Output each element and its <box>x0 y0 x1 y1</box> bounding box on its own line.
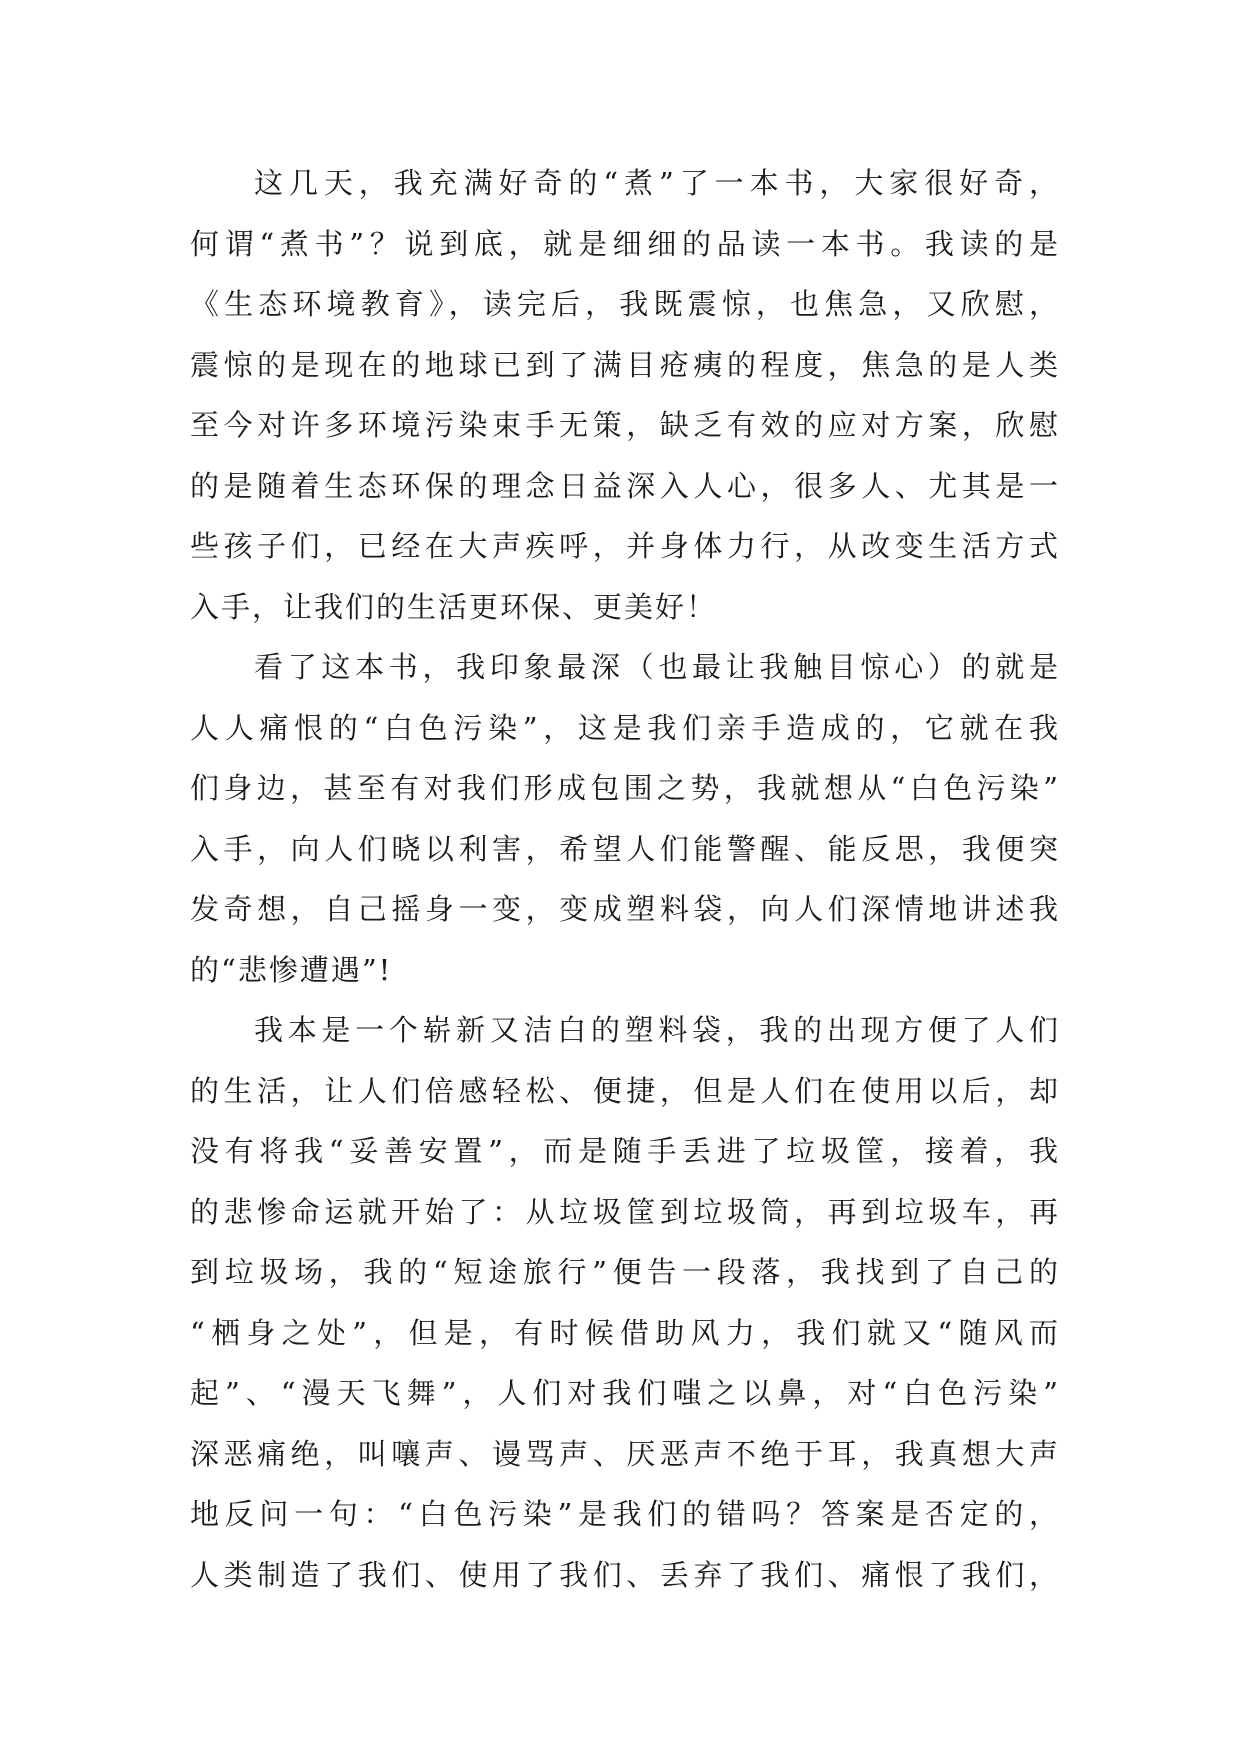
text-line: 人类制造了我们、使用了我们、丢弃了我们、痛恨了我们， <box>190 1557 1060 1592</box>
text-line: 入手，让我们的生活更环保、更美好！ <box>190 589 718 624</box>
text-line: 人人痛恨的“白色污染”，这是我们亲手造成的，它就在我 <box>190 710 1060 745</box>
text-line: 看了这本书，我印象最深（也最让我触目惊心）的就是 <box>254 650 1060 684</box>
text-line: 我本是一个崭新又洁白的塑料袋，我的出现方便了人们 <box>254 1013 1060 1047</box>
text-line: 《生态环境教育》，读完后，我既震惊，也焦急，又欣慰， <box>190 287 1060 321</box>
text-line: 入手，向人们晓以利害，希望人们能警醒、能反思，我便突 <box>190 831 1060 866</box>
text-line: 起”、“漫天飞舞”，人们对我们嗤之以鼻，对“白色污染” <box>190 1376 1060 1410</box>
text-line: 们身边，甚至有对我们形成包围之势，我就想从“白色污染” <box>190 771 1060 805</box>
text-line: 这几天，我充满好奇的“煮”了一本书，大家很好奇， <box>254 166 1060 200</box>
text-line: 没有将我“妥善安置”，而是随手丢进了垃圾筐，接着，我 <box>190 1134 1060 1168</box>
text-line: 的悲惨命运就开始了：从垃圾筐到垃圾筒，再到垃圾车，再 <box>190 1194 1060 1229</box>
text-line: 深恶痛绝，叫嚷声、谩骂声、厌恶声不绝于耳，我真想大声 <box>190 1436 1060 1471</box>
text-line: 的是随着生态环保的理念日益深入人心，很多人、尤其是一 <box>190 468 1060 503</box>
text-line: 何谓“煮书”？说到底，就是细细的品读一本书。我读的是 <box>190 226 1060 261</box>
text-line: “栖身之处”，但是，有时候借助风力，我们就又“随风而 <box>190 1315 1060 1350</box>
text-line: 的生活，让人们倍感轻松、便捷，但是人们在使用以后，却 <box>190 1073 1060 1108</box>
text-line: 发奇想，自己摇身一变，变成塑料袋，向人们深情地讲述我 <box>190 892 1060 926</box>
text-line: 地反问一句：“白色污染”是我们的错吗？答案是否定的， <box>190 1497 1060 1531</box>
essay-body <box>190 153 1060 1605</box>
text-line: 的“悲惨遭遇”! <box>190 952 393 987</box>
text-line: 到垃圾场，我的“短途旅行”便告一段落，我找到了自己的 <box>190 1255 1060 1289</box>
text-line: 至今对许多环境污染束手无策，缺乏有效的应对方案，欣慰 <box>190 408 1060 442</box>
text-line: 震惊的是现在的地球已到了满目疮痍的程度，焦急的是人类 <box>190 347 1060 382</box>
text-line: 些孩子们，已经在大声疾呼，并身体力行，从改变生活方式 <box>190 529 1060 563</box>
